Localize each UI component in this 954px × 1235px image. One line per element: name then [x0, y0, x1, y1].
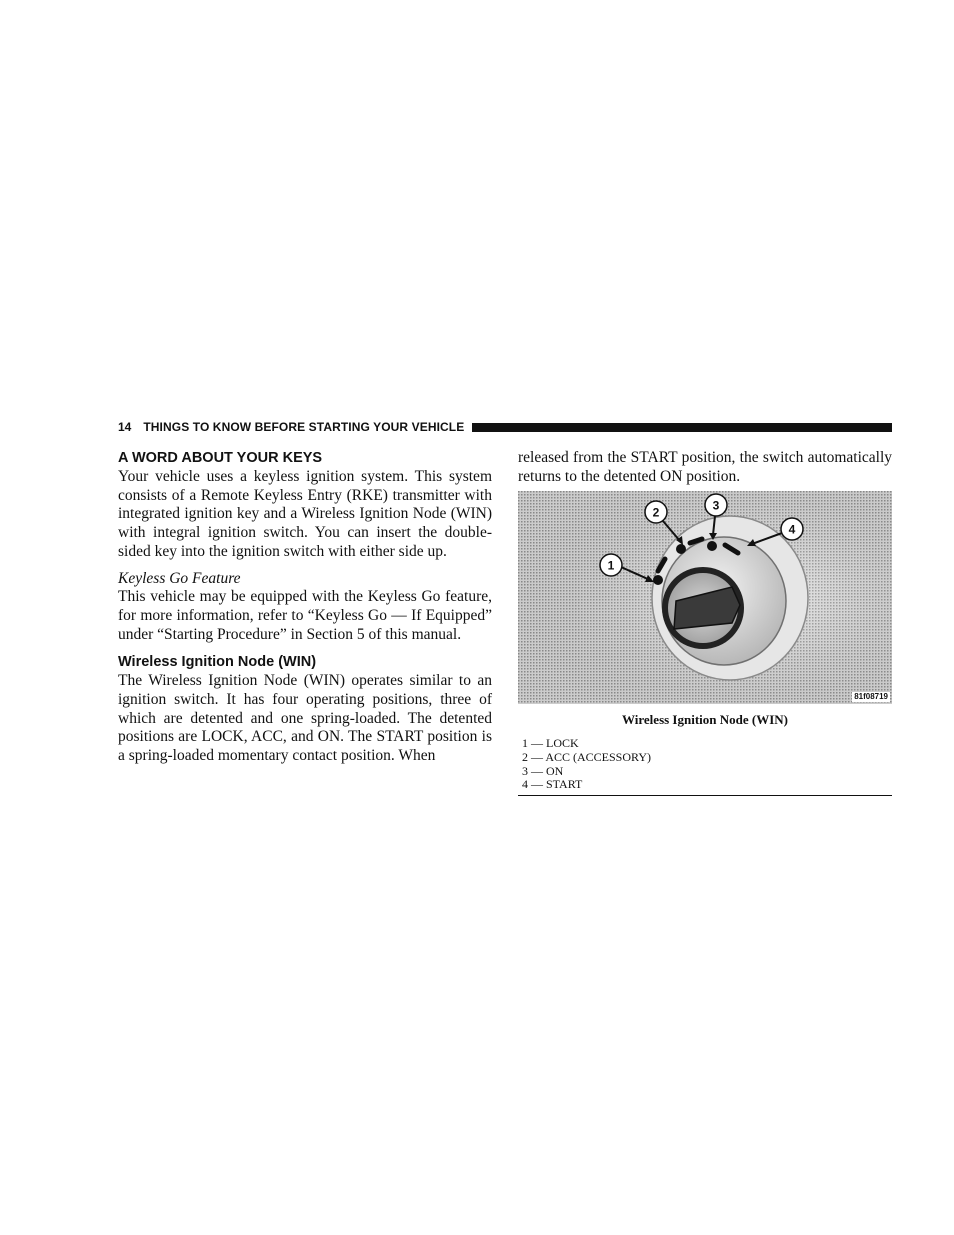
win-paragraph-continued: released from the START position, the switch automatically returns to the detented ON position.	[518, 449, 892, 485]
win-paragraph: The Wireless Ignition Node (WIN) operates similar to an ignition switch. It has four operating positions, three of which are detented and one spring-loaded. The detented positions are LOCK, ACC, and ON. The START position is a spring-loaded momentary contact position. When	[118, 672, 492, 765]
position-mark-acc	[676, 544, 686, 554]
section-heading-keys: A WORD ABOUT YOUR KEYS	[118, 450, 323, 466]
legend-item-on: 3 — ON	[522, 763, 564, 778]
page-number: 14	[118, 420, 132, 434]
header-rule	[472, 423, 892, 432]
keys-paragraph: Your vehicle uses a keyless ignition system. This system consists of a Remote Keyless Entry (RKE) transmitter with integrated ignition key and a Wireless Ignition Node (WIN) with integral ignition switch. You can insert the double-sided key into the ignition switch with either side up.	[118, 468, 492, 560]
keyless-go-heading: Keyless Go Feature	[118, 569, 241, 587]
page-header	[118, 419, 892, 435]
keyless-go-paragraph: This vehicle may be equipped with the Keyless Go feature, for more information, refer to “Keyless Go — If Equipped” under “Starting Procedure” in Section 5 of this manual.	[118, 588, 492, 643]
legend-item-lock: 1 — LOCK	[522, 736, 579, 751]
callout-3-label: 3	[712, 498, 720, 513]
legend-item-start: 4 — START	[522, 777, 583, 792]
position-mark-on	[707, 541, 717, 551]
left-column	[118, 449, 492, 766]
win-heading: Wireless Ignition Node (WIN)	[118, 654, 317, 671]
legend-item-acc: 2 — ACC (ACCESSORY)	[522, 750, 652, 764]
ignition-switch-illustration	[518, 491, 892, 704]
callout-2-label: 2	[652, 505, 660, 520]
figure-legend	[518, 737, 892, 791]
position-mark-lock	[653, 575, 663, 585]
right-column	[518, 449, 892, 796]
callout-1-label: 1	[607, 558, 615, 573]
win-figure	[518, 491, 892, 704]
figure-code: 81f08719	[854, 692, 888, 702]
callout-4-label: 4	[788, 522, 796, 537]
figure-caption: Wireless Ignition Node (WIN)	[622, 712, 788, 728]
legend-rule	[518, 795, 892, 796]
running-title: THINGS TO KNOW BEFORE STARTING YOUR VEHICLE	[143, 420, 465, 434]
